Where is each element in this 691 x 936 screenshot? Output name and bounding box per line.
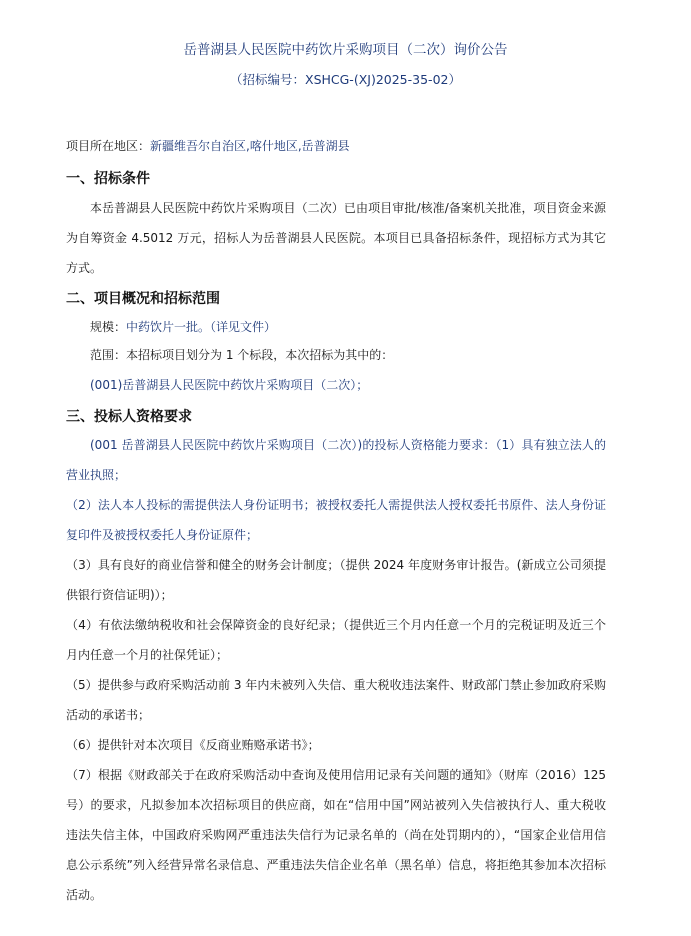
lot-line: (001)岳普湖县人民医院中药饮片采购项目（二次）； [90,378,369,392]
requirement-item-7: （7）根据《财政部关于在政府采购活动中查询及使用信用记录有关问题的通知》（财库（2016）125 号）的要求，凡拟参加本次招标项目的供应商，如在“信用中国”网站被列入失信被执行人、重大税收违法失信主体，中国政府采购网严重违法失信行为记录名单的（尚在处罚期内的），“国家企业信用信息公示系统”列入经营异常名录信息、严重违法失信企业名单（黑名单）信息，将拒绝其参加本次招标活动。 [66,768,606,902]
region-label: 项目所在地区： [66,139,151,153]
section-1-heading: 一、招标条件 [66,171,150,187]
scale-line [90,312,276,342]
requirement-item-2: （2）法人本人投标的需提供法人身份证明书；被授权委托人需提供法人授权委托书原件、法人身份证复印件及被授权委托人身份证原件； [66,498,606,542]
scope-line: 范围：本招标项目划分为 1 个标段，本次招标为其中的： [90,348,394,362]
page-title: 岳普湖县人民医院中药饮片采购项目（二次）询价公告 [183,42,508,58]
requirement-item-4: （4）有依法缴纳税收和社会保障资金的良好纪录；（提供近三个月内任意一个月的完税证明及近三个月内任意一个月的社保凭证）； [66,618,606,662]
section-3-intro [66,430,606,490]
requirement-item-5: （5）提供参与政府采购活动前 3 年内未被列入失信、重大税收违法案件、财政部门禁止参加政府采购活动的承诺书； [66,678,606,722]
section-3-heading: 三、投标人资格要求 [66,409,192,425]
project-region [66,137,350,154]
requirement-item-3: （3）具有良好的商业信誉和健全的财务会计制度；（提供 2024 年度财务审计报告。(新成立公司须提供银行资信证明)）； [66,558,606,602]
region-value: 新疆维吾尔自治区,喀什地区,岳普湖县 [150,139,350,153]
scale-label: 规模： [90,320,127,334]
section-1-body: 本岳普湖县人民医院中药饮片采购项目（二次）已由项目审批/核准/备案机关批准，项目资金来源为自筹资金 4.5012 万元，招标人为岳普湖县人民医院。本项目已具备招标条件，现招标方式为其它方式。 [66,201,606,275]
intro-requirement: (001 岳普湖县人民医院中药饮片采购项目（二次）)的投标人资格能力要求： [90,438,496,452]
section-2-heading: 二、项目概况和招标范围 [66,291,220,307]
requirement-item-6: （6）提供针对本次项目《反商业贿赂承诺书》； [66,738,320,752]
intro-item-1: （1）具有独立法人的营业执照； [66,438,606,482]
scale-value: 中药饮片一批。（详见文件） [126,320,277,334]
tender-number: （招标编号：XSHCG-(XJ)2025-35-02） [230,72,461,87]
